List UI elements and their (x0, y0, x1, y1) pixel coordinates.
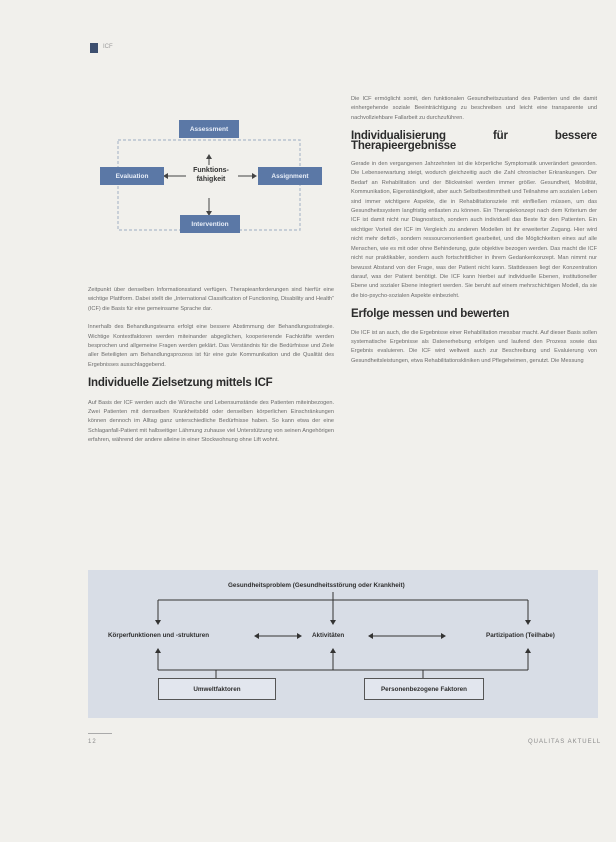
arrowhead-right-down (525, 620, 531, 625)
model-personal-box (364, 678, 484, 700)
icf-model-panel (88, 570, 598, 718)
page-number: 12 (88, 739, 97, 745)
heading-erfolge: Erfolge messen und bewerten (351, 308, 510, 321)
magazine-name: QUALITAS AKTUELL (528, 739, 602, 745)
right-column (351, 95, 597, 375)
left-column (88, 286, 334, 455)
model-body-functions: Körperfunktionen und -strukturen (108, 632, 210, 639)
arrow-up-head (206, 154, 212, 159)
footer-rule (88, 733, 112, 734)
cycle-diagram (88, 110, 330, 252)
model-personal-label: Personenbezogene Faktoren (380, 685, 468, 693)
arrowhead-c (368, 633, 373, 639)
arrowhead-b (297, 633, 302, 639)
right-paragraph-3: Die ICF ist an auch, die die Ergebnisse einer Rehabilitation messbar macht. Auf dieser Basis sollen systematische Ergebnisse als Datenerhebung erfolgen und laufend den Prozess sowie das Ergebnis evaluieren. Die ICF wird weltweit auch zur Beschreibung und Evaluierung von Gesundheitsleistungen, etwa Rehabilitationskliniken und Pflegeheimen, genutzt. Die Messung (351, 329, 597, 364)
section-tag: ICF (103, 44, 113, 50)
center-label-line1: Funktions- (193, 167, 229, 174)
box-assessment: Assessment (179, 120, 239, 138)
center-label-line2: fähigkeit (196, 176, 226, 183)
model-participation: Partizipation (Teilhabe) (486, 632, 555, 639)
arrowhead-left-down (155, 620, 161, 625)
arrowhead-a (254, 633, 259, 639)
model-environmental-label: Umweltfaktoren (193, 685, 241, 693)
box-evaluation: Evaluation (100, 167, 164, 185)
model-environmental-box (158, 678, 276, 700)
heading-zielsetzung: Individuelle Zielsetzung mittels ICF (88, 377, 273, 390)
left-paragraph-2: Innerhalb des Behandlungsteams erfolgt eine bessere Abstimmung der Behandlungsstrategie. Wichtige Kontextfaktoren werden miteinander abgeglichen, kooperierende Fachkräfte werden besprochen und allgemeine Fragen werden geklärt. Das Verständnis für die Bedürfnisse und Ziele aller Beteiligten am Behandlungsprozess ist für eine gute Kommunikation und die Qualität des Ergebnisses ausschlaggebend. (88, 324, 334, 368)
right-paragraph-1: Die ICF ermöglicht somit, den funktionalen Gesundheitszustand des Patienten und die damit einhergehende soziale Beeinträchtigung zu beschreiben und leicht eine transparente und nachvollziehbare Fallarbeit zu durchzuführen. (351, 96, 597, 121)
arrow-right-head (252, 173, 257, 179)
center-label (186, 166, 236, 184)
box-intervention: Intervention (180, 215, 240, 233)
left-paragraph-3: Auf Basis der ICF werden auch die Wünsche und Lebensumstände des Patienten miteinbezogen. Zwei Patienten mit demselben Krankheitsbild oder denselben körperlichen Einschränkungen können dennoch im Alltag ganz unterschiedliche Bedürfnisse haben. So kann etwa der eine Schlaganfall-Patient mit halbseitiger Lähmung zuhause viel Unterstützung von seinen Angehörigen erfahren, während der andere alleine in einer Stockwohnung ohne Lift wohnt. (88, 399, 334, 444)
right-paragraph-2: Gerade in den vergangenen Jahrzehnten ist die körperliche Symptomatik unverändert geworden. Die Lebenserwartung steigt, wodurch gleichzeitig auch die Zahl chronischer Erkrankungen. Der Bedarf an Rehabilitation und der Blickwinkel werden immer größer. Gesundheit, Mobilität, Kommunikation, Eigenständigkeit, aber auch Selbstbestimmtheit und Teilnahme am sozialen Leben sind immer wichtigere Aspekte, die in Rehabilitationsziele mit einfließen müssen, um das Gesundheitssystem langfristig entlasten zu können. Ein Therapiekonzept nach dem Kriterium der ICF ist damit nicht nur Diagnostisch, sondern auch individuell das Beste für den Patienten. Ein wichtiger Vorteil der ICF im Vergleich zu anderen Modellen ist ihr erweiterter Zugang. Hier wird nicht mehr defizit-, sondern ressourcenorientiert gearbeitet, und die Möglichkeiten eines auf alle Menschen, wie es mit oder ohne Behinderung, gute objektive bezogen werden. Das macht die ICF nicht nur praktikabler, sondern auch fortschrittlicher in ihrem Gedankenkonzept. Man nimmt nur bewusst Abstand von der Frage, was der Patient nicht kann. Stattdessen liegt der Konzentration darauf, was der Patient benötigt. Die ICF kann hierbei auf individuelle Ebenen, institutioneller Ebene und sozialer Ebene integriert werden. Sie beruht auf einem mehrschichtigen Modell, da sie die bio-psycho-sozialen Aspekte einbezieht. (351, 161, 597, 299)
arrowhead-right-up (525, 648, 531, 653)
model-health-problem: Gesundheitsproblem (Gesundheitsstörung oder Krankheit) (228, 582, 405, 589)
left-paragraph-1: Zeitpunkt über denselben Informationsstand verfügen. Therapieanforderungen sind hierfür eine wichtige Plattform. Dabei stellt die „International Classification of Functioning, Disability and Health“ (ICF) die Basis für eine gemeinsame Sprache dar. (88, 287, 334, 312)
arrowhead-left-up (155, 648, 161, 653)
arrowhead-mid-down (330, 620, 336, 625)
box-assignment: Assignment (258, 167, 322, 185)
section-marker (90, 43, 98, 53)
heading-individualisierung: Individualisierung für bessere Therapieergebnisse (351, 130, 597, 152)
arrowhead-mid-up (330, 648, 336, 653)
model-activities: Aktivitäten (312, 632, 345, 639)
arrowhead-d (441, 633, 446, 639)
